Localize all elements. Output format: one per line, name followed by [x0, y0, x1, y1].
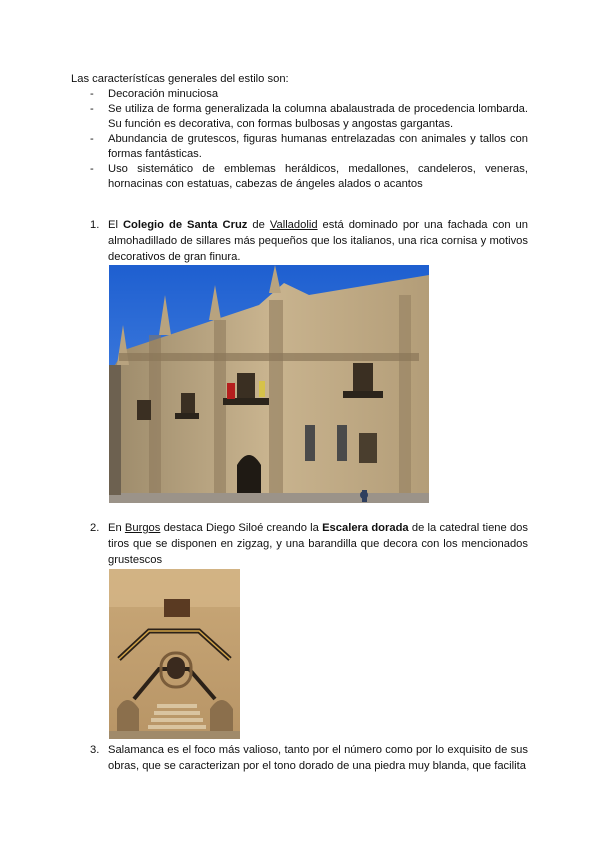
example-item-valladolid — [90, 217, 528, 265]
text-run: de — [247, 219, 270, 231]
burgos-link[interactable]: Burgos — [124, 522, 161, 534]
valladolid-link[interactable]: Valladolid — [269, 219, 318, 231]
list-item-text: Se utiliza de forma generalizada la columna abalaustrada de procedencia lombarda. Su función es decorativa, con formas bulbosas y angostas gargantas. — [108, 103, 528, 130]
list-item-text: Uso sistemático de emblemas heráldicos, medallones, candeleros, veneras, hornacinas con estatuas, cabezas de ángeles alados o acantos — [108, 163, 528, 190]
intro-text: Las característícas generales del estilo son: — [71, 73, 289, 85]
list-item — [90, 132, 528, 162]
item-text — [90, 520, 528, 568]
item-text: Salamanca es el foco más valioso, tanto por el número como por lo exquisito de sus obras, que se caracterizan por el tono dorado de una piedra muy blanda, que facilita — [108, 744, 528, 772]
list-bullet: - — [90, 163, 94, 175]
list-item — [90, 87, 528, 102]
text-run: destaca Diego Siloé creando la — [160, 522, 323, 534]
escalera-dorada-photo — [109, 569, 240, 739]
list-bullet: - — [90, 103, 94, 115]
list-item-text: Abundancia de grutescos, figuras humanas entrelazadas con animales y tallos con formas fantásticas. — [108, 133, 528, 160]
example-item-salamanca — [90, 742, 528, 774]
item-text — [90, 217, 528, 265]
example-item-burgos — [90, 520, 528, 568]
list-item-text: Decoración minuciosa — [108, 88, 219, 100]
list-item — [90, 102, 528, 132]
item-number: 3. — [90, 744, 100, 756]
list-bullet: - — [90, 133, 94, 145]
text-run: está dominado por una fachada con un almohadillado de sillares más pequeños que los italianos, una rica cornisa y motivos decorativos de gran finura. — [108, 219, 529, 263]
bold-term: Colegio de Santa Cruz — [122, 219, 248, 231]
text-run: El — [108, 219, 123, 231]
bold-term: Escalera dorada — [322, 522, 409, 534]
list-bullet: - — [90, 88, 94, 100]
text-run: de la catedral tiene dos tiros que se disponen en zigzag, y una barandilla que decora con los mencionados grustescos — [108, 522, 528, 566]
list-item — [90, 162, 528, 192]
text-run: En — [108, 522, 125, 534]
features-list — [90, 87, 528, 192]
item-number: 1. — [90, 219, 100, 231]
colegio-santa-cruz-photo — [109, 265, 429, 503]
item-number: 2. — [90, 522, 100, 534]
